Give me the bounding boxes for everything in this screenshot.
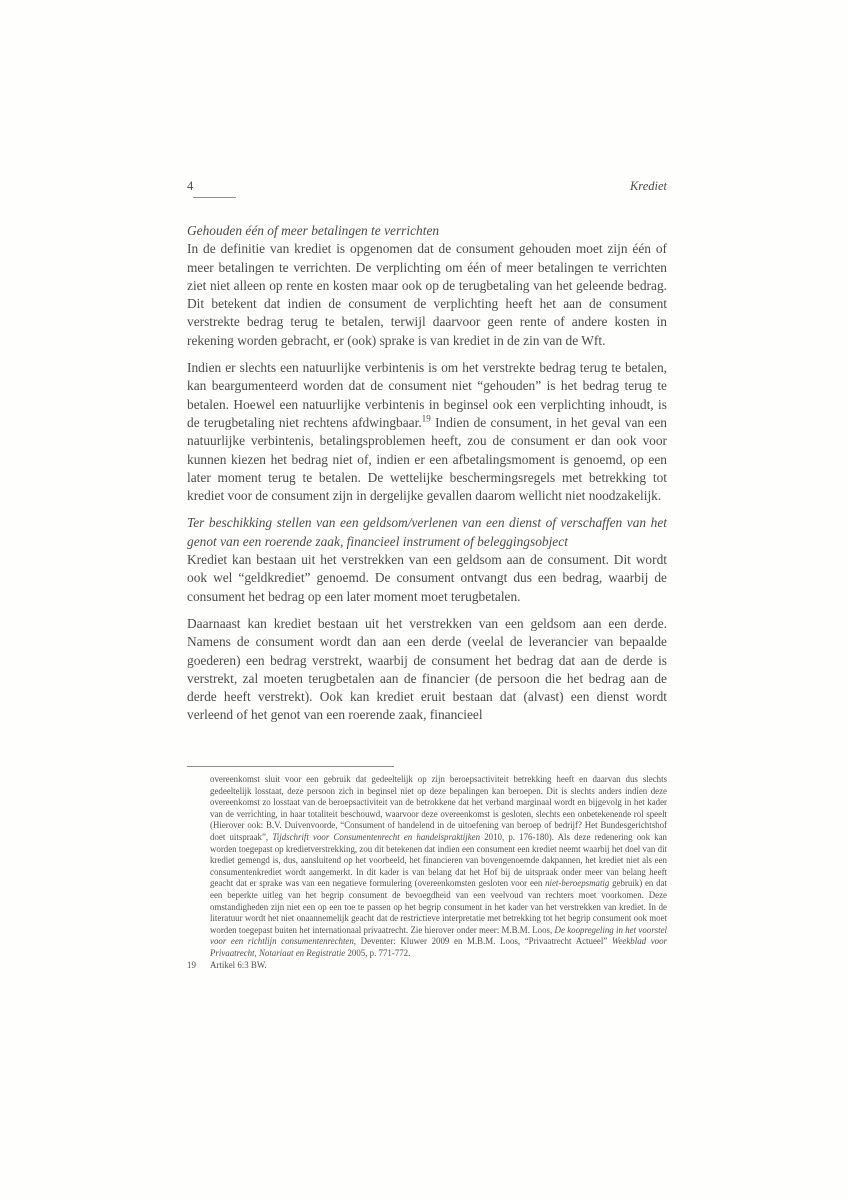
page-header: [187, 179, 667, 193]
paragraph-natuurlijke-verbintenis: Indien er slechts een natuurlijke verbintenis is om het verstrekte bedrag terug te betalen, kan beargumenteerd worden dat de consument niet “gehouden” is het bedrag terug te betalen. Hoewel een natuurlijke verbintenis in beginsel ook een verplichting inhoudt, is de terugbetaling niet rechtens afdwingbaar.$^{19}$ Indien de consument, in het geval van een natuurlijke verbintenis, betalingsproblemen heeft, zou de consument er dan ook voor kunnen kiezen het bedrag niet of, indien er een afbetalingsmoment is genoemd, op een later moment terug te betalen. De wettelijke beschermingsregels met betrekking tot krediet voor de consument zijn in dergelijke gevallen daarom wellicht niet noodzakelijk.: [187, 360, 667, 504]
section-heading-ter-beschikking-stellen: Ter beschikking stellen van een geldsom/verlenen van een dienst of verschaffen van het genot van een roerende zaak, financieel instrument of beleggingsobject: [187, 515, 667, 549]
footnote-continuation: overeenkomst sluit voor een gebruik dat gedeeltelijk op zijn beroepsactiviteit betrekking heeft en daarvan dus slechts gedeeltelijk losstaat, deze persoon zich in beginsel niet op deze bepalingen kan beroepen. Dit is slechts anders indien deze overeenkomst zo losstaat van de beroepsactiviteit van de betrokkene dat het verband marginaal wordt en bijgevolg in het kader van de verrichting, in haar totaliteit beschouwd, waarvoor deze overeenkomst is gesloten, slechts een onbetekenende rol speelt (Hierover ook: B.V. Duivenvoorde, “Consument of handelend in de uitoefening van beroep of bedrijf? Het Bundesgerichtshof doet uitspraak”, Tijdschrift voor Consumentenrecht en handelspraktijken 2010, p. 176-180). Als deze redenering ook kan worden toegepast op kredietverstrekking, zou dit betekenen dat indien een consument een krediet neemt waarbij het doel van dit krediet gemengd is, dus, aansluitend op het voorbeeld, het financieren van bovengenoemde dakpannen, het krediet niet als een consumentenkrediet wordt aangemerkt. In dit kader is van belang dat het Hof bij de uitspraak onder meer van belang heeft geacht dat er sprake was van een negatieve formulering (overeenkomsten gesloten voor een niet-beroepsmatig gebruik) en dat een beperkte uitleg van het begrip consument de bevoegdheid van een veelvoud van rechters moet voorkomen. Deze omstandigheden zijn niet een op een toe te passen op het begrip consument in het kader van het verstrekken van krediet. In de literatuur wordt het niet onaannemelijk geacht dat de restrictieve interpretatie met betrekking tot het begrip consument ook moet worden toegepast buiten het internationaal privaatrecht. Zie hierover onder meer: M.B.M. Loos, De koopregeling in het voorstel voor een richtlijn consumentenrechten, Deventer: Kluwer 2009 en M.B.M. Loos, “Privaatrecht Actueel” Weekblad voor Privaatrecht, Notariaat en Registratie 2005, p. 771-772.: [210, 774, 668, 958]
page-number-rule: [193, 197, 236, 198]
footnote-19-number: 19: [187, 959, 196, 970]
footnote-separator-rule: [187, 766, 394, 767]
page-number: 4: [187, 179, 194, 193]
section-heading-gehouden-betalingen: Gehouden één of meer betalingen te verrichten: [187, 223, 440, 238]
footnotes-block: [187, 774, 667, 971]
footnote-19: [187, 960, 667, 972]
paragraph-geldkrediet: Krediet kan bestaan uit het verstrekken van een geldsom aan de consument. Dit wordt ook wel “geldkrediet” genoemd. De consument ontvangt dus een bedrag, waarbij de consument het bedrag op een later moment moet terugbetalen.: [187, 552, 667, 604]
paragraph-geldsom-aan-derde: Daarnaast kan krediet bestaan uit het verstrekken van een geldsom aan een derde. Namens de consument wordt dan aan een derde (veelal de leverancier van bepaalde goederen) een bedrag verstrekt, waarbij de consument het bedrag dat aan de derde is verstrekt, zal moeten terugbetalen aan de financier (de persoon die het bedrag aan de derde heeft verstrekt). Ook kan krediet eruit bestaan dat (alvast) een dienst wordt verleend of het genot van een roerende zaak, financieel: [187, 615, 667, 723]
paragraph-definitie-krediet: In de definitie van krediet is opgenomen dat de consument gehouden moet zijn één of meer betalingen te verrichten. De verplichting om één of meer betalingen te verrichten ziet niet alleen op rente en kosten maar ook op de terugbetaling van het geleende bedrag. Dit betekent dat indien de consument de verplichting heeft het aan de consument verstrekte bedrag terug te betalen, terwijl daarvoor geen rente of andere kosten in rekening worden gebracht, er (ook) sprake is van krediet in de zin van de Wft.: [187, 241, 667, 348]
main-text-column: [187, 222, 667, 725]
footnote-19-text: Artikel 6:3 BW.: [210, 959, 267, 970]
running-title: Krediet: [629, 179, 667, 193]
